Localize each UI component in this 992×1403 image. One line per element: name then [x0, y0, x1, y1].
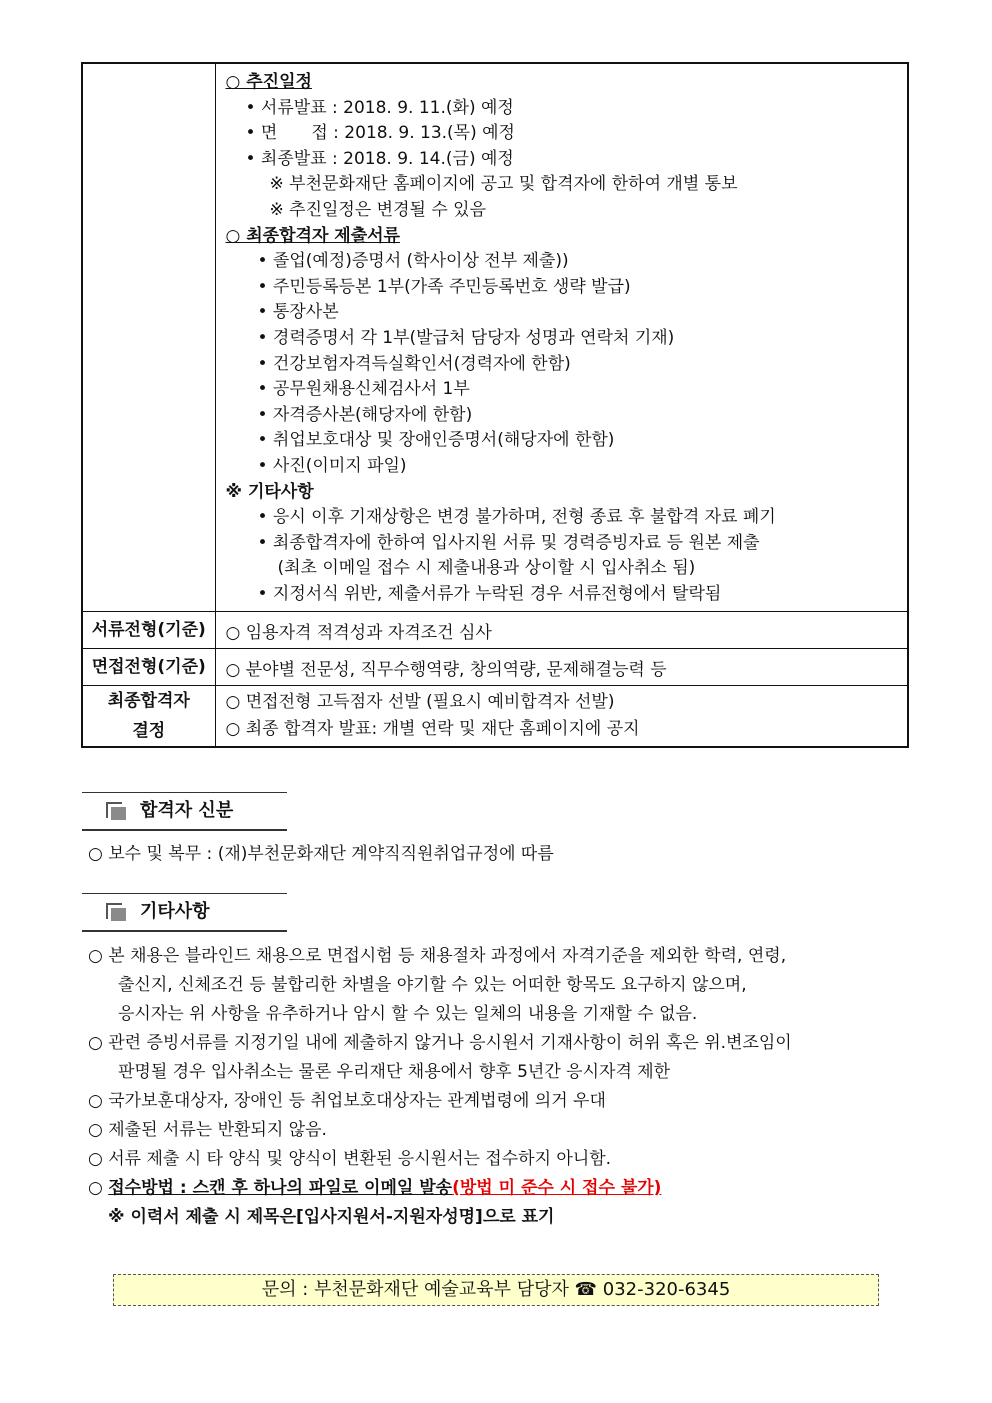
- status-text: ○ 보수 및 복무 : (재)부천문화재단 계약직직원취업규정에 따름: [88, 844, 554, 864]
- submission-method: 접수방법 : 스캔 후 하나의 파일로 이메일 발송: [108, 1178, 453, 1198]
- submission-prefix: ○: [88, 1178, 109, 1198]
- schedule-content: [215, 63, 908, 612]
- schedule-item: • 서류발표 : 2018. 9. 11.(화) 예정: [245, 97, 514, 118]
- empty-label-cell: [82, 63, 215, 612]
- doc-review-label: 서류전형(기준): [82, 612, 215, 649]
- final-label-line2: 결정: [132, 721, 166, 742]
- section-title: 기타사항: [140, 901, 210, 922]
- final-content: [215, 686, 908, 748]
- schedule-heading: ○ 추진일정: [225, 72, 312, 92]
- misc-note: (최초 이메일 접수 시 제출내용과 상이할 시 입사취소 됨): [277, 558, 696, 579]
- final-content-line1: ○ 면접전형 고득점자 선발 (필요시 예비합격자 선발): [225, 692, 615, 713]
- section-square-icon: [106, 802, 126, 820]
- etc-line: ○ 국가보훈대상자, 장애인 등 취업보호대상자는 관계법령에 의거 우대: [88, 1091, 606, 1111]
- document-item: • 사진(이미지 파일): [257, 455, 407, 476]
- etc-line: 판명될 경우 입사취소는 물론 우리재단 채용에서 향후 5년간 응시자격 제한: [118, 1062, 671, 1082]
- doc-review-content: ○ 임용자격 적격성과 자격조건 심사: [215, 612, 908, 649]
- resume-title-note: ※ 이력서 제출 시 제목은[입사지원서-지원자성명]으로 표기: [108, 1207, 555, 1227]
- etc-paragraph-1: [88, 942, 928, 1232]
- doc-review-row: [82, 612, 908, 649]
- misc-heading: ※ 기타사항: [225, 481, 314, 502]
- recruitment-table: [81, 62, 909, 748]
- etc-line: ○ 관련 증빙서류를 지정기일 내에 제출하지 않거나 응시원서 기재사항이 허위 혹은 위.변조임이: [88, 1033, 792, 1053]
- section-title: 합격자 신분: [140, 800, 234, 821]
- document-item: • 졸업(예정)증명서 (학사이상 전부 제출)): [257, 251, 569, 272]
- final-row: [82, 686, 908, 748]
- document-item: • 경력증명서 각 1부(발급처 담당자 성명과 연락처 기재): [257, 327, 675, 348]
- schedule-note: ※ 추진일정은 변경될 수 있음: [269, 199, 487, 220]
- contact-box: [113, 1274, 879, 1306]
- etc-line: ○ 본 채용은 블라인드 채용으로 면접시험 등 채용절차 과정에서 자격기준을 제외한 학력, 연령,: [88, 946, 787, 966]
- contact-text: 문의 : 부천문화재단 예술교육부 담당자: [261, 1279, 569, 1300]
- schedule-item: • 최종발표 : 2018. 9. 14.(금) 예정: [245, 148, 514, 169]
- contact-phone: 032-320-6345: [602, 1279, 731, 1300]
- final-label: [82, 686, 215, 748]
- misc-item: • 최종합격자에 한하여 입사지원 서류 및 경력증빙자료 등 원본 제출: [257, 532, 760, 553]
- schedule-item: • 면 접 : 2018. 9. 13.(목) 예정: [245, 123, 515, 144]
- document-item: • 자격증사본(해당자에 한함): [257, 404, 473, 425]
- interview-content: ○ 분야별 전문성, 직무수행역량, 창의역량, 문제해결능력 등: [215, 649, 908, 686]
- document-item: • 취업보호대상 및 장애인증명서(해당자에 한함): [257, 430, 615, 451]
- section-header-status: [82, 792, 287, 831]
- schedule-note: ※ 부천문화재단 홈페이지에 공고 및 합격자에 한하여 개별 통보: [269, 174, 738, 195]
- schedule-row: [82, 63, 908, 612]
- document-item: • 공무원채용신체검사서 1부: [257, 379, 470, 400]
- document-item: • 건강보험자격득실확인서(경력자에 한함): [257, 353, 571, 374]
- submission-warning: (방법 미 준수 시 접수 불가): [452, 1178, 662, 1198]
- section-square-icon: [106, 903, 126, 921]
- misc-item: • 응시 이후 기재상항은 변경 불가하며, 전형 종료 후 불합격 자료 폐기: [257, 507, 776, 528]
- document-item: • 주민등록등본 1부(가족 주민등록번호 생략 발급): [257, 276, 631, 297]
- final-content-line2: ○ 최종 합격자 발표: 개별 연락 및 재단 홈페이지에 공지: [225, 719, 640, 740]
- final-label-line1: 최종합격자: [107, 691, 190, 712]
- phone-icon: ☎: [574, 1279, 598, 1300]
- documents-heading: ○ 최종합격자 제출서류: [225, 225, 400, 246]
- etc-line: ○ 제출된 서류는 반환되지 않음.: [88, 1120, 327, 1140]
- misc-item: • 지정서식 위반, 제출서류가 누락된 경우 서류전형에서 탈락됨: [257, 583, 722, 604]
- section-header-etc: [82, 893, 287, 932]
- etc-line: 출신지, 신체조건 등 불합리한 차별을 야기할 수 있는 어떠한 항목도 요구하지 않으며,: [118, 975, 747, 995]
- etc-line: 응시자는 위 사항을 유추하거나 암시 할 수 있는 일체의 내용을 기재할 수 없음.: [118, 1004, 698, 1024]
- etc-line-submission: [88, 1174, 928, 1203]
- interview-row: [82, 649, 908, 686]
- interview-label: 면접전형(기준): [82, 649, 215, 686]
- document-item: • 통장사본: [257, 302, 339, 323]
- etc-line: ○ 서류 제출 시 타 양식 및 양식이 변환된 응시원서는 접수하지 아니함.: [88, 1149, 612, 1169]
